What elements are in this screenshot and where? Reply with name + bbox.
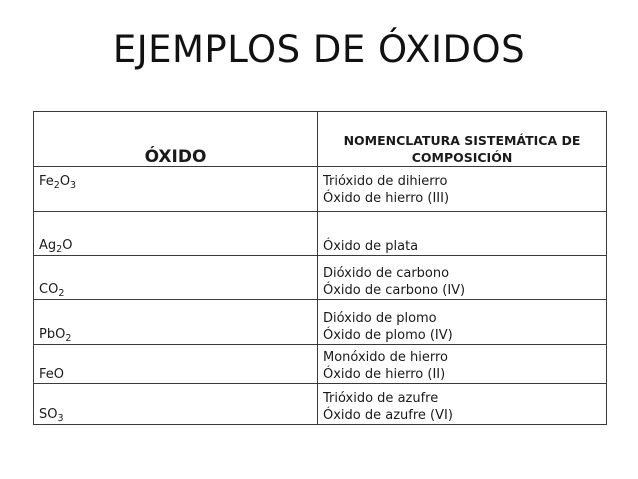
formula-cell: $CO_2$	[34, 256, 318, 300]
systematic-name: Monóxido de hierro	[323, 350, 448, 365]
names-cell	[318, 384, 607, 425]
table-row	[34, 384, 607, 425]
names-cell	[318, 300, 607, 345]
systematic-name: Dióxido de carbono	[323, 266, 450, 281]
formula-cell: $SO_3$	[34, 384, 318, 425]
header-nomenclature-line1: NOMENCLATURA SISTEMÁTICA DE	[343, 133, 581, 148]
stock-name: Óxido de azufre (VI)	[323, 408, 453, 423]
header-formula: ÓXIDO	[34, 112, 318, 167]
stock-name: Óxido de hierro (II)	[323, 367, 446, 382]
names-cell	[318, 212, 607, 256]
systematic-name: Dióxido de plomo	[323, 311, 437, 326]
header-nomenclature	[318, 112, 607, 167]
names-cell	[318, 256, 607, 300]
names-cell	[318, 345, 607, 384]
names-cell	[318, 167, 607, 212]
table-row	[34, 256, 607, 300]
table-row	[34, 300, 607, 345]
stock-name: Óxido de plomo (IV)	[323, 328, 453, 343]
table-row	[34, 345, 607, 384]
stock-name: Óxido de carbono (IV)	[323, 283, 466, 298]
stock-name: Óxido de hierro (III)	[323, 191, 450, 206]
page-title: EJEMPLOS DE ÓXIDOS	[112, 28, 526, 71]
systematic-name: Trióxido de azufre	[323, 391, 439, 406]
table-header-row	[34, 112, 607, 167]
formula-cell: $Fe_2O_3$	[34, 167, 318, 212]
systematic-name: Trióxido de dihierro	[323, 174, 448, 189]
formula-cell: PbO$_2$	[34, 300, 318, 345]
formula-cell: FeO	[34, 345, 318, 384]
name: Óxido de plata	[323, 239, 419, 254]
header-nomenclature-line2: COMPOSICIÓN	[411, 150, 513, 165]
table-row	[34, 212, 607, 256]
oxides-table	[33, 111, 607, 425]
table-row	[34, 167, 607, 212]
formula-cell: $Ag_2O$	[34, 212, 318, 256]
